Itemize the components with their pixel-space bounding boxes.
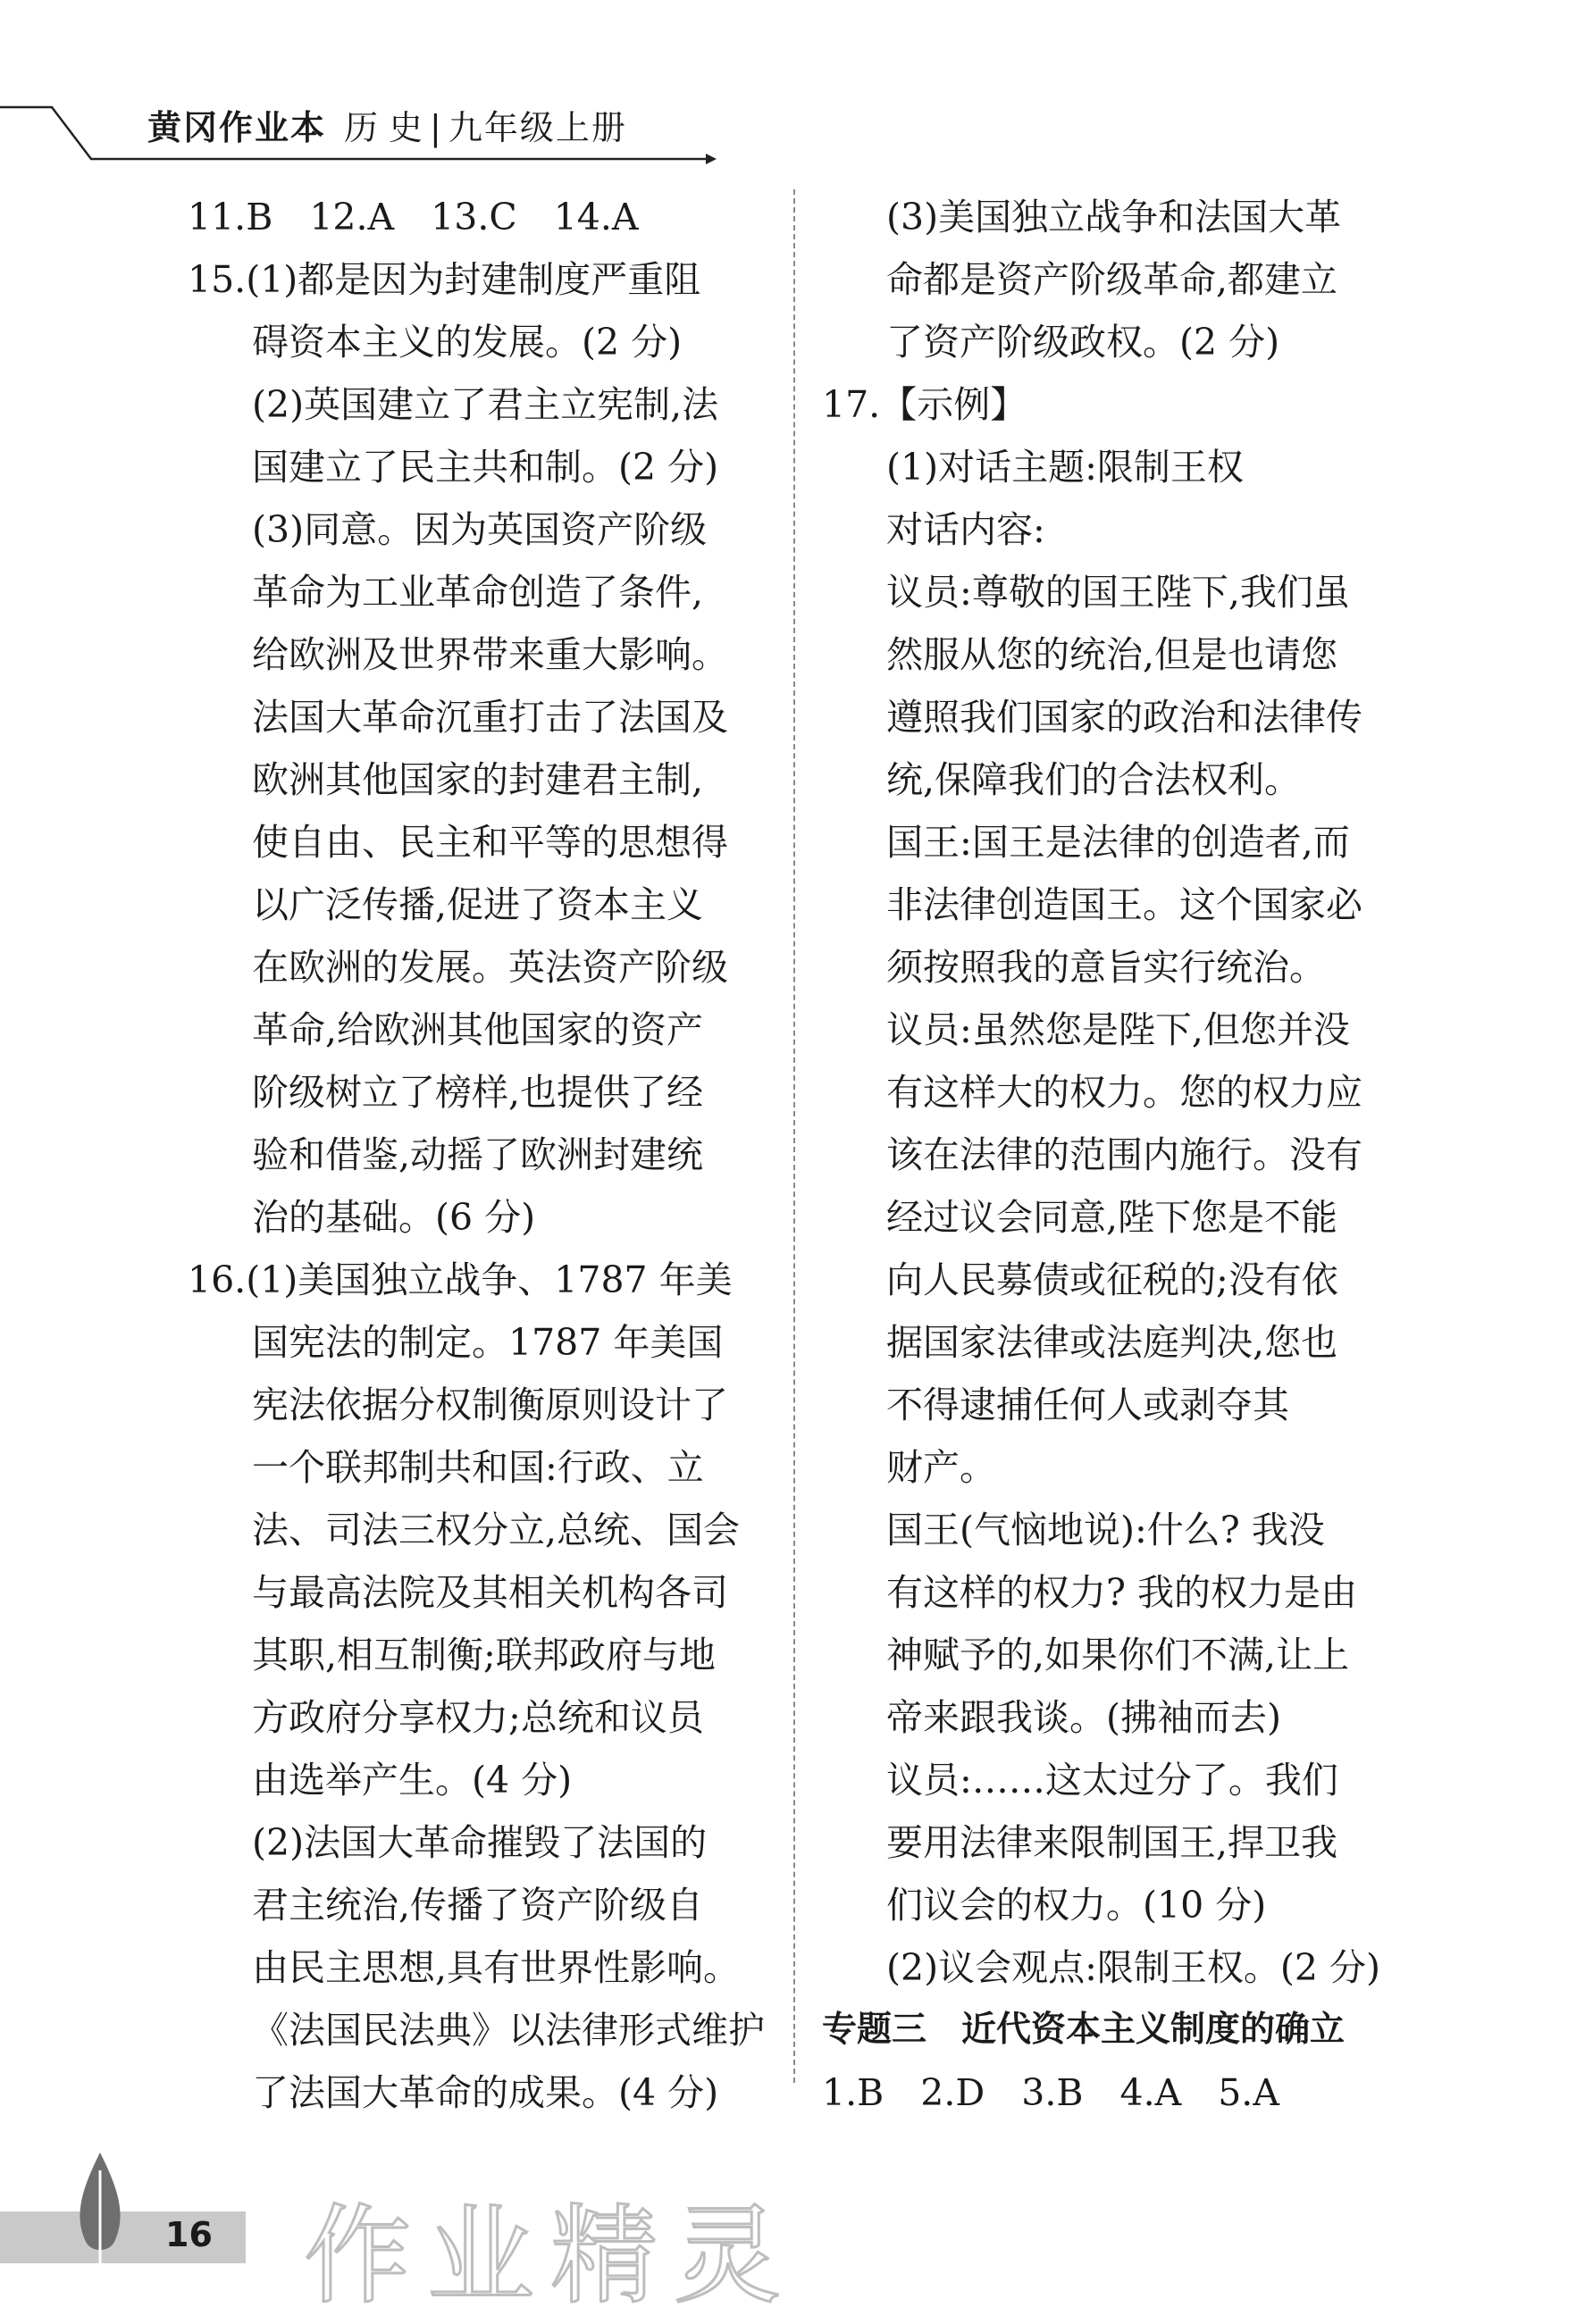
answer-line: 方政府分享权力;总统和议员 — [252, 1696, 704, 1739]
answer-line: 经过议会同意,陛下您是不能 — [886, 1196, 1338, 1239]
answer-line: 然服从您的统治,但是也请您 — [886, 633, 1338, 676]
answer-line: 革命为工业革命创造了条件, — [252, 571, 704, 614]
answer-line: 国王(气恼地说):什么? 我没 — [886, 1509, 1325, 1551]
subject-name: 历史 — [344, 108, 434, 147]
answer-line: 给欧洲及世界带来重大影响。 — [252, 633, 728, 676]
answer-line: 帝来跟我谈。(拂袖而去) — [886, 1696, 1281, 1739]
answer-line: (2)议会观点:限制王权。(2 分) — [886, 1946, 1380, 1989]
answer-line: (3)美国独立战争和法国大革 — [886, 196, 1342, 238]
leaf-icon — [73, 2153, 127, 2269]
answer-line: 非法律创造国王。这个国家必 — [886, 883, 1362, 926]
answer-line: (2)英国建立了君主立宪制,法 — [252, 383, 719, 426]
answer-line: 17.【示例】 — [822, 383, 1027, 426]
answer-line: 命都是资产阶级革命,都建立 — [886, 258, 1338, 301]
answer-line: 由选举产生。(4 分) — [252, 1759, 573, 1802]
answer-line: 欧洲其他国家的封建君主制, — [252, 758, 704, 801]
column-divider — [793, 189, 795, 2083]
answer-line: 在欧洲的发展。英法资产阶级 — [252, 946, 728, 989]
answer-line: 使自由、民主和平等的思想得 — [252, 821, 728, 864]
right-column — [822, 186, 1412, 2124]
answer-line: 以广泛传播,促进了资本主义 — [252, 883, 704, 926]
answer-line: 与最高法院及其相关机构各司 — [252, 1571, 728, 1614]
left-column — [188, 186, 786, 2124]
answer-line: 治的基础。(6 分) — [252, 1196, 536, 1239]
answer-line: 不得逮捕任何人或剥夺其 — [886, 1384, 1289, 1426]
answer-line: 国王:国王是法律的创造者,而 — [886, 821, 1350, 864]
answer-line: 1.B 2.D 3.B 4.A 5.A — [822, 2071, 1279, 2114]
answer-line: 议员:……这太过分了。我们 — [886, 1759, 1338, 1802]
answer-line: 须按照我的意旨实行统治。 — [886, 946, 1326, 989]
answer-line: 验和借鉴,动摇了欧洲封建统 — [252, 1133, 704, 1176]
watermark: 作业精灵 — [304, 2194, 797, 2319]
answer-line: 君主统治,传播了资产阶级自 — [252, 1884, 704, 1927]
grade-name: 九年级上册 — [448, 108, 627, 147]
answer-line: 要用法律来限制国王,捍卫我 — [886, 1821, 1338, 1864]
answer-line: 16.(1)美国独立战争、1787 年美 — [188, 1258, 733, 1301]
answer-line: 据国家法律或法庭判决,您也 — [886, 1321, 1338, 1364]
header-title — [147, 100, 627, 149]
answer-line: 该在法律的范围内施行。没有 — [886, 1133, 1362, 1176]
page-header — [0, 0, 1593, 170]
answer-line: (3)同意。因为英国资产阶级 — [252, 508, 708, 551]
answer-line: (2)法国大革命摧毁了法国的 — [252, 1821, 708, 1864]
answer-line: 由民主思想,具有世界性影响。 — [252, 1946, 741, 1989]
answer-line: 宪法依据分权制衡原则设计了 — [252, 1384, 728, 1426]
answer-line: 议员:尊敬的国王陛下,我们虽 — [886, 571, 1350, 614]
answer-line: 统,保障我们的合法权利。 — [886, 758, 1302, 801]
answer-line: (1)对话主题:限制王权 — [886, 446, 1244, 489]
answer-line: 议员:虽然您是陛下,但您并没 — [886, 1008, 1350, 1051]
answer-line: 了法国大革命的成果。(4 分) — [252, 2071, 719, 2114]
answer-line: 国建立了民主共和制。(2 分) — [252, 446, 719, 489]
section-heading: 专题三 近代资本主义制度的确立 — [822, 2010, 1346, 2050]
answer-line: 革命,给欧洲其他国家的资产 — [252, 1008, 704, 1051]
answer-line: 11.B 12.A 13.C 14.A — [188, 196, 639, 238]
answer-line: 碍资本主义的发展。(2 分) — [252, 321, 683, 364]
answer-line: 向人民募债或征税的;没有依 — [886, 1258, 1338, 1301]
answer-line: 了资产阶级政权。(2 分) — [886, 321, 1280, 364]
answer-line: 神赋予的,如果你们不满,让上 — [886, 1634, 1350, 1676]
answer-line: 国宪法的制定。1787 年美国 — [252, 1321, 724, 1364]
page-number: 16 — [165, 2215, 213, 2254]
answer-line: 15.(1)都是因为封建制度严重阻 — [188, 258, 701, 301]
answer-line: 其职,相互制衡;联邦政府与地 — [252, 1634, 716, 1676]
answer-line: 法国大革命沉重打击了法国及 — [252, 696, 728, 739]
answer-line: 们议会的权力。(10 分) — [886, 1884, 1267, 1927]
answer-line: 一个联邦制共和国:行政、立 — [252, 1446, 704, 1489]
answer-line: 有这样的权力? 我的权力是由 — [886, 1571, 1358, 1614]
answer-line: 有这样大的权力。您的权力应 — [886, 1071, 1362, 1114]
answer-line: 法、司法三权分立,总统、国会 — [252, 1509, 741, 1551]
book-name: 黄冈作业本 — [147, 108, 327, 147]
answer-line: 遵照我们国家的政治和法律传 — [886, 696, 1362, 739]
answer-line: 《法国民法典》以法律形式维护 — [252, 2009, 765, 2052]
header-separator: | — [430, 108, 443, 147]
answer-line: 对话内容: — [886, 508, 1045, 551]
answer-line: 阶级树立了榜样,也提供了经 — [252, 1071, 704, 1114]
answer-line: 财产。 — [886, 1446, 996, 1489]
